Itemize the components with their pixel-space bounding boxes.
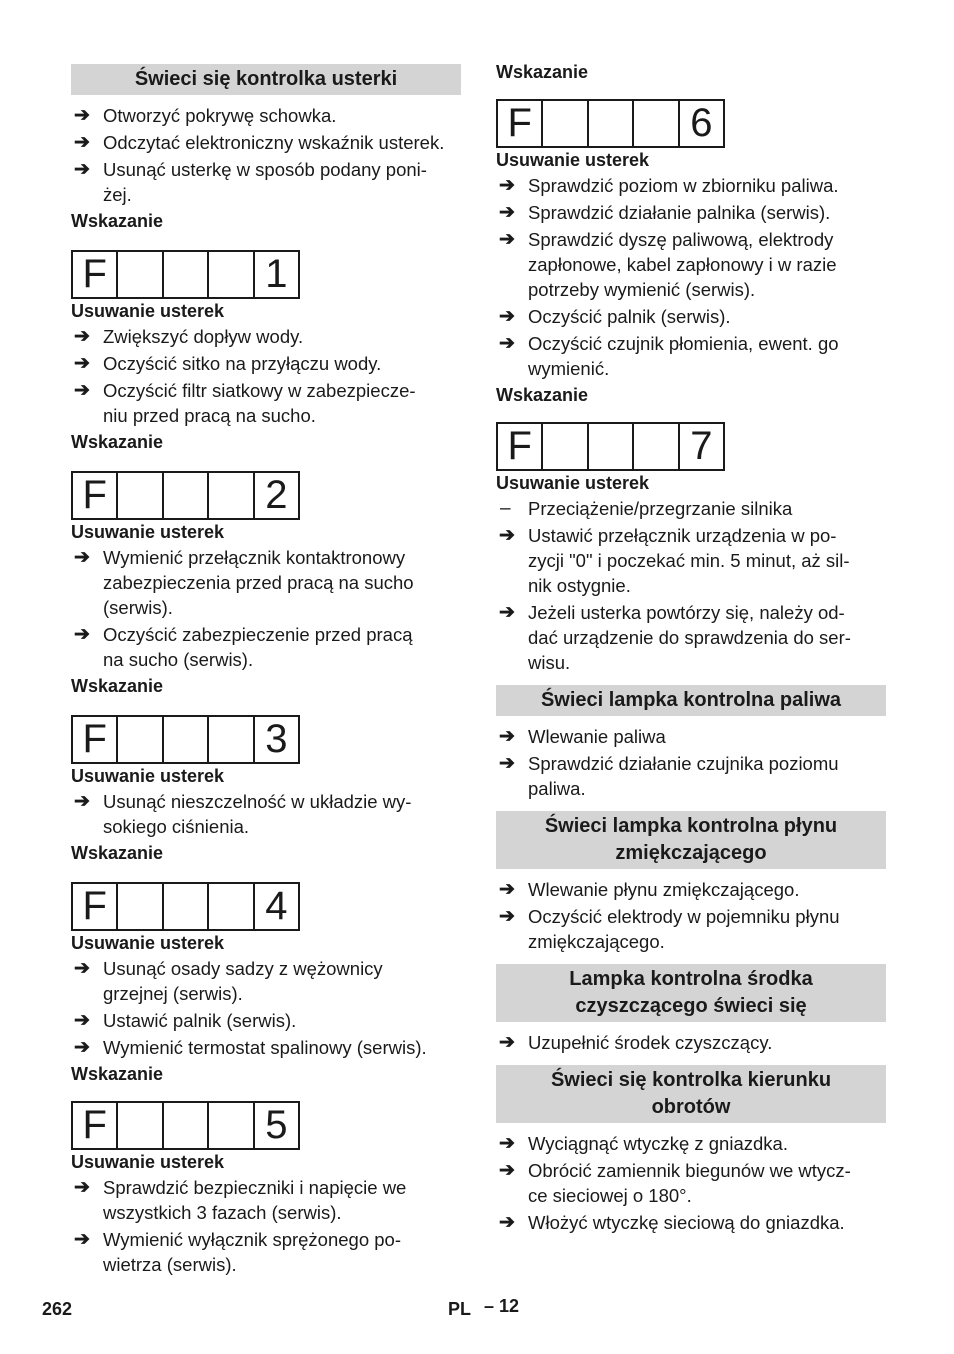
arrow-icon: ➔ (499, 333, 515, 354)
display-blank-cell (162, 1103, 207, 1148)
arrow-icon: ➔ (499, 753, 515, 774)
indication-label: Wskazanie (71, 432, 164, 452)
arrow-icon: ➔ (74, 791, 90, 812)
section-heading: Lampka kontrolna środka czyszczącego świeci się (496, 964, 886, 1022)
section-heading: Świeci się kontrolka kierunku obrotów (496, 1065, 886, 1123)
list-item (496, 1131, 886, 1156)
list-item-text: Wyciągnąć wtyczkę z gniazdka. (528, 1133, 788, 1154)
list-item-text: Sprawdzić działanie czujnika poziomu paliwa. (528, 753, 839, 799)
arrow-icon: ➔ (499, 879, 515, 900)
list-item-text: Jeżeli usterka powtórzy się, należy od- dać urządzenie do sprawdzenia do ser- wisu. (528, 602, 851, 673)
remedy-label: Usuwanie usterek (71, 933, 225, 953)
list-item-text: Sprawdzić bezpieczniki i napięcie we wszystkich 3 fazach (serwis). (103, 1177, 407, 1223)
list-item-text: Wlewanie paliwa (528, 726, 666, 747)
display-blank-cell (207, 473, 252, 518)
list-item (71, 103, 461, 128)
arrow-icon: ➔ (499, 306, 515, 327)
display-blank-cell (116, 473, 161, 518)
list-item (71, 130, 461, 155)
fault-code-display (496, 422, 725, 471)
display-blank-cell (162, 717, 207, 762)
indication-label: Wskazanie (71, 211, 164, 231)
list-item (71, 545, 461, 620)
section-page-number: – 12 (484, 1296, 520, 1316)
list-item-text: Wlewanie płynu zmiękczającego. (528, 879, 800, 900)
list-item-text: Sprawdzić działanie palnika (serwis). (528, 202, 831, 223)
display-code: 3 (253, 717, 298, 762)
list-item (71, 351, 461, 376)
list-item-text: Włożyć wtyczkę sieciową do gniazdka. (528, 1212, 845, 1233)
list-item (496, 1158, 886, 1208)
list-item-text: Ustawić przełącznik urządzenia w po- zycji "0" i poczekać min. 5 minut, aż sil- nik ostygnie. (528, 525, 850, 596)
right-column (496, 60, 886, 1237)
list-item (71, 378, 461, 428)
remedy-label: Usuwanie usterek (71, 1152, 225, 1172)
display-letter: F (507, 101, 532, 145)
list-item (71, 1035, 461, 1060)
list-item-text: Uzupełnić środek czyszczący. (528, 1032, 773, 1053)
list-item-text: Sprawdzić dyszę paliwową, elektrody zapłonowe, kabel zapłonowy i w razie potrzeby wymienić (serwis). (528, 229, 837, 300)
display-code: 4 (253, 884, 298, 929)
list-item (71, 789, 461, 839)
display-blank-cell (541, 424, 586, 469)
list-item-text: Obrócić zamiennik biegunów we wtycz- ce sieciowej o 180°. (528, 1160, 851, 1206)
section-heading: Świeci lampka kontrolna paliwa (496, 685, 886, 716)
display-letter: F (82, 252, 107, 296)
list-item (496, 523, 886, 598)
arrow-icon: ➔ (74, 353, 90, 374)
indication-label: Wskazanie (71, 843, 164, 863)
arrow-icon: ➔ (499, 1212, 515, 1233)
list-item (71, 1008, 461, 1033)
list-item (496, 227, 886, 302)
list-item (71, 157, 461, 207)
arrow-icon: ➔ (74, 547, 90, 568)
list-item-text: Usunąć osady sadzy z wężownicy grzejnej (serwis). (103, 958, 383, 1004)
display-blank-cell (162, 473, 207, 518)
display-blank-cell (632, 101, 677, 146)
display-blank-cell (587, 424, 632, 469)
list-item-text: Oczyścić sitko na przyłączu wody. (103, 353, 382, 374)
arrow-icon: ➔ (74, 159, 90, 180)
list-item-text: Oczyścić czujnik płomienia, ewent. go wymienić. (528, 333, 839, 379)
display-code: 1 (253, 252, 298, 297)
list-item (496, 600, 886, 675)
display-letter: F (507, 424, 532, 468)
arrow-icon: ➔ (74, 105, 90, 126)
fault-code-display (71, 715, 300, 764)
list-item (496, 331, 886, 381)
arrow-icon: ➔ (499, 1160, 515, 1181)
list-item (71, 1175, 461, 1225)
list-item (496, 751, 886, 801)
list-item-text: Odczytać elektroniczny wskaźnik usterek. (103, 132, 445, 153)
list-item (496, 173, 886, 198)
section-heading: Świeci się kontrolka usterki (71, 64, 461, 95)
list-item (71, 1227, 461, 1277)
list-item-text: Zwiększyć dopływ wody. (103, 326, 304, 347)
list-item (496, 1210, 886, 1235)
arrow-icon: ➔ (499, 525, 515, 546)
list-item (71, 956, 461, 1006)
page-number: 262 (42, 1299, 73, 1319)
arrow-icon: ➔ (499, 726, 515, 747)
list-item-text: Wymienić wyłącznik sprężonego po- wietrza (serwis). (103, 1229, 402, 1275)
arrow-icon: ➔ (74, 1010, 90, 1031)
display-blank-cell (587, 101, 632, 146)
display-blank-cell (116, 252, 161, 297)
list-item (496, 904, 886, 954)
arrow-icon: ➔ (74, 1177, 90, 1198)
display-code: 6 (678, 101, 723, 146)
list-item-text: Przeciążenie/przegrzanie silnika (528, 498, 793, 519)
list-item (496, 304, 886, 329)
fault-code-display (71, 1101, 300, 1150)
remedy-label: Usuwanie usterek (496, 150, 650, 170)
list-item-text: Oczyścić elektrody w pojemniku płynu zmiękczającego. (528, 906, 840, 952)
display-code: 5 (253, 1103, 298, 1148)
display-blank-cell (207, 717, 252, 762)
remedy-label: Usuwanie usterek (71, 522, 225, 542)
arrow-icon: ➔ (74, 958, 90, 979)
fault-code-display (496, 99, 725, 148)
arrow-icon: ➔ (499, 1032, 515, 1053)
arrow-icon: ➔ (499, 1133, 515, 1154)
section-heading: Świeci lampka kontrolna płynu zmiękczającego (496, 811, 886, 869)
arrow-icon: ➔ (74, 132, 90, 153)
display-blank-cell (632, 424, 677, 469)
indication-label: Wskazanie (71, 676, 164, 696)
display-letter: F (82, 717, 107, 761)
left-column (71, 64, 461, 1279)
arrow-icon: ➔ (74, 624, 90, 645)
display-code: 2 (253, 473, 298, 518)
list-item (496, 200, 886, 225)
arrow-icon: ➔ (499, 175, 515, 196)
language-code: PL (448, 1299, 472, 1319)
display-blank-cell (207, 1103, 252, 1148)
list-item (71, 324, 461, 349)
display-blank-cell (207, 884, 252, 929)
list-item (496, 877, 886, 902)
arrow-icon: ➔ (499, 202, 515, 223)
fault-code-display (71, 471, 300, 520)
list-item-text: Oczyścić filtr siatkowy w zabezpiecze- niu przed pracą na sucho. (103, 380, 416, 426)
display-blank-cell (116, 1103, 161, 1148)
list-item-text: Wymienić termostat spalinowy (serwis). (103, 1037, 427, 1058)
display-letter: F (82, 1103, 107, 1147)
list-item-text: Sprawdzić poziom w zbiorniku paliwa. (528, 175, 839, 196)
display-letter: F (82, 473, 107, 517)
list-item-text: Oczyścić palnik (serwis). (528, 306, 731, 327)
arrow-icon: ➔ (499, 602, 515, 623)
indication-label: Wskazanie (71, 1064, 164, 1084)
display-code: 7 (678, 424, 723, 469)
arrow-icon: ➔ (74, 380, 90, 401)
list-item (71, 622, 461, 672)
dash-bullet: – (500, 498, 511, 519)
remedy-label: Usuwanie usterek (71, 301, 225, 321)
indication-label: Wskazanie (496, 62, 589, 82)
fault-code-display (71, 250, 300, 299)
list-item-text: Ustawić palnik (serwis). (103, 1010, 297, 1031)
arrow-icon: ➔ (74, 326, 90, 347)
display-blank-cell (116, 717, 161, 762)
display-blank-cell (207, 252, 252, 297)
display-blank-cell (162, 884, 207, 929)
remedy-label: Usuwanie usterek (496, 473, 650, 493)
list-item (496, 496, 886, 521)
display-blank-cell (162, 252, 207, 297)
list-item-text: Usunąć nieszczelność w układzie wy- sokiego ciśnienia. (103, 791, 412, 837)
remedy-label: Usuwanie usterek (71, 766, 225, 786)
display-letter: F (82, 884, 107, 928)
display-blank-cell (541, 101, 586, 146)
arrow-icon: ➔ (74, 1037, 90, 1058)
arrow-icon: ➔ (499, 906, 515, 927)
list-item-text: Otworzyć pokrywę schowka. (103, 105, 337, 126)
list-item-text: Wymienić przełącznik kontaktronowy zabezpieczenia przed pracą na sucho (serwis). (103, 547, 414, 618)
indication-label: Wskazanie (496, 385, 589, 405)
display-blank-cell (116, 884, 161, 929)
list-item-text: Usunąć usterkę w sposób podany poni- żej. (103, 159, 427, 205)
list-item-text: Oczyścić zabezpieczenie przed pracą na sucho (serwis). (103, 624, 413, 670)
list-item (496, 724, 886, 749)
arrow-icon: ➔ (74, 1229, 90, 1250)
list-item (496, 1030, 886, 1055)
arrow-icon: ➔ (499, 229, 515, 250)
fault-code-display (71, 882, 300, 931)
